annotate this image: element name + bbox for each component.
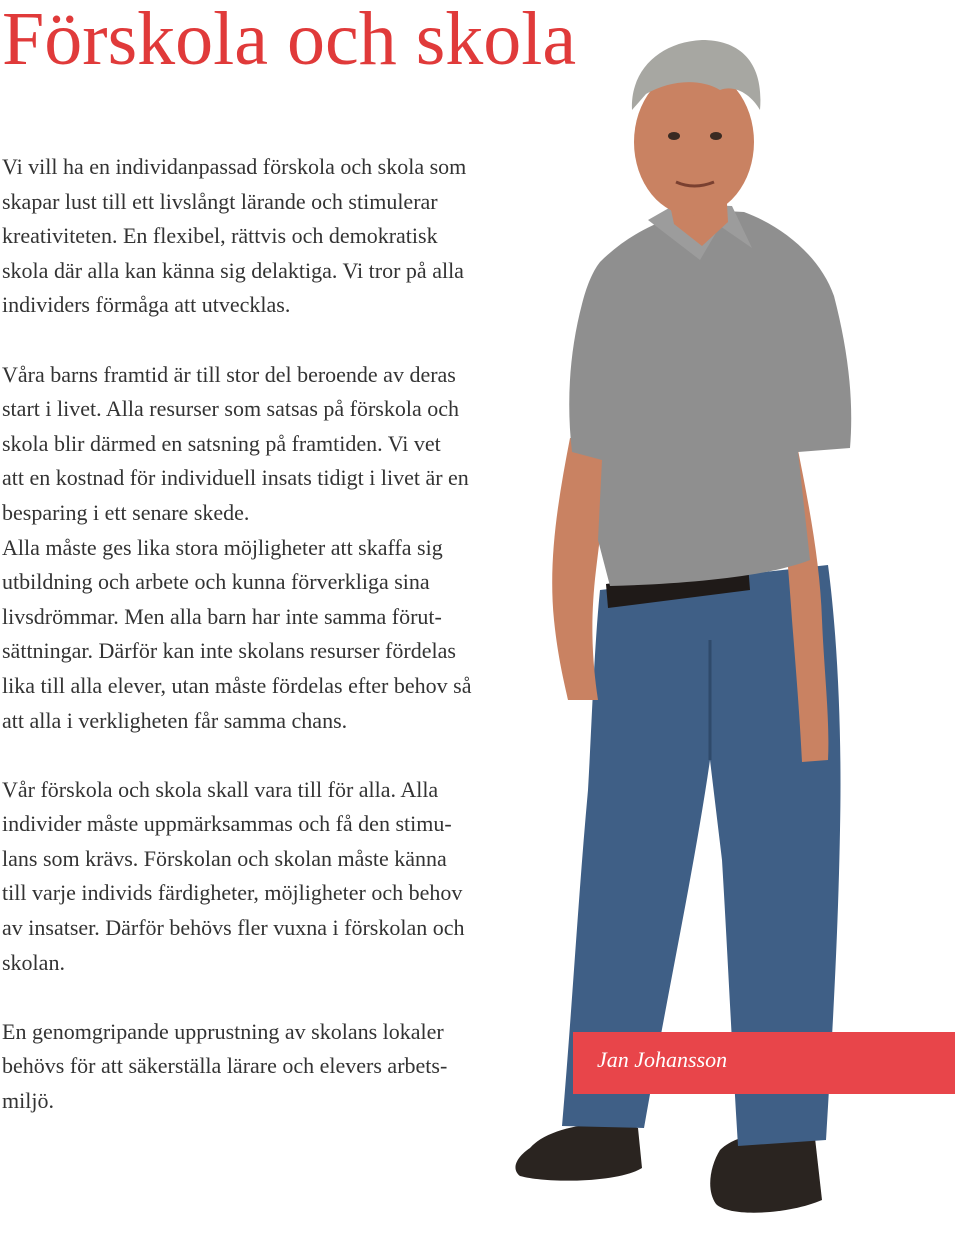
text-line: behövs för att säkerställa lärare och elevers arbets- — [2, 1053, 448, 1079]
name-caption-bar — [573, 1032, 955, 1094]
text-line: skola där alla kan känna sig delaktiga. Vi tror på alla — [2, 257, 464, 283]
text-line: Vi vill ha en individanpassad förskola och skola som — [2, 154, 467, 179]
text-line: lans som krävs. Förskolan och skolan måste känna — [2, 845, 447, 871]
text-line: att en kostnad för individuell insats tidigt i livet är en — [2, 465, 469, 491]
text-line: Våra barns framtid är till stor del beroende av deras — [2, 361, 456, 387]
right-shoe — [710, 1132, 822, 1213]
text-line: miljö. — [2, 1088, 54, 1114]
text-line: till varje individs färdigheter, möjligheter och behov — [2, 880, 463, 906]
text-line: individer måste uppmärksammas och få den stimu- — [2, 811, 452, 837]
paragraph-2 — [2, 358, 542, 531]
text-line: kreativiteten. En flexibel, rättvis och demokratisk — [2, 223, 438, 249]
paragraph-1 — [2, 150, 542, 323]
text-line: skolan. — [2, 949, 65, 975]
text-line: individers förmåga att utvecklas. — [2, 292, 291, 318]
article-body — [2, 150, 542, 1153]
text-line: lika till alla elever, utan måste fördelas efter behov så — [2, 672, 472, 698]
text-line: besparing i ett senare skede. — [2, 499, 250, 525]
text-line: Vår förskola och skola skall vara till för alla. Alla — [2, 776, 439, 802]
head — [632, 40, 761, 216]
text-line: utbildning och arbete och kunna förverkliga sina — [2, 569, 430, 595]
text-line: sättningar. Därför kan inte skolans resurser fördelas — [2, 638, 456, 664]
text-line: av insatser. Därför behövs fler vuxna i förskolan och — [2, 915, 465, 941]
paragraph-5 — [2, 1015, 542, 1119]
page-title: Förskola och skola — [2, 0, 577, 81]
text-line: Alla måste ges lika stora möjligheter att skaffa sig — [2, 534, 443, 560]
paragraph-4 — [2, 773, 542, 981]
person-name: Jan Johansson — [597, 1047, 728, 1072]
text-line: En genomgripande upprustning av skolans lokaler — [2, 1018, 444, 1044]
paragraph-3 — [2, 531, 542, 739]
text-line: skola blir därmed en satsning på framtiden. Vi vet — [2, 430, 441, 456]
text-line: start i livet. Alla resurser som satsas på förskola och — [2, 396, 460, 422]
text-line: skapar lust till ett livslångt lärande och stimulerar — [2, 188, 438, 214]
left-shoe — [515, 1124, 642, 1181]
text-line: att alla i verkligheten får samma chans. — [2, 707, 348, 733]
text-line: livsdrömmar. Men alla barn har inte samma förut- — [2, 603, 442, 629]
